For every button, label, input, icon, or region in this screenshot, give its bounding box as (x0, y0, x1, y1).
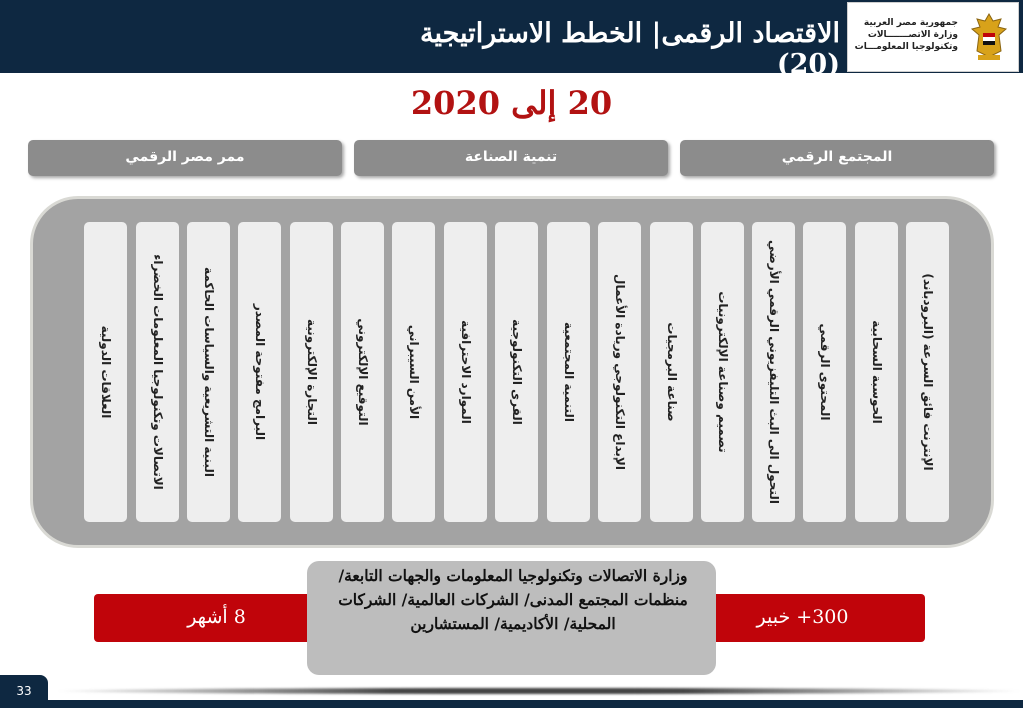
strategy-label: الأمن السيبراني (406, 324, 421, 420)
strategy-column (598, 222, 641, 522)
strategy-label: تصميم وصناعة الإلكترونيات (715, 291, 730, 453)
strategy-label: الحوسبة السحابية (869, 320, 884, 424)
duration-badge: 8 أشهر (94, 594, 339, 642)
strategy-column (290, 222, 333, 522)
experts-count-badge: 300+ خبير (680, 594, 925, 642)
strategy-column (547, 222, 590, 522)
strategy-label: العلاقات الدولية (98, 325, 113, 419)
eagle-emblem-icon (968, 11, 1010, 63)
strategy-column (906, 222, 949, 522)
strategy-label: صناعة البرمجيات (664, 322, 679, 422)
footer-bar (48, 700, 1023, 708)
strategy-label: الإبداع التكنولوجي وريادة الأعمال (612, 274, 627, 470)
strategy-label: التحول الى البث التليفزيوني الرقمي الأرضي (766, 240, 781, 504)
strategy-label: الموارد الاحترافية (458, 320, 473, 424)
strategy-label: الاتصالات وتكنولوجيا المعلومات الخضراء (150, 254, 165, 490)
strategy-label: التوقيع الإلكتروني (355, 318, 370, 426)
strategy-column (803, 222, 846, 522)
strategy-column (444, 222, 487, 522)
strategy-column (650, 222, 693, 522)
page-title: الاقتصاد الرقمى| الخطط الاستراتيجية (20) (419, 18, 840, 80)
logo-line-3: وتكنولوجيا المعلومـــات (854, 42, 958, 52)
strategy-column (187, 222, 230, 522)
strategy-label: البرامج مفتوحة المصدر (252, 303, 267, 441)
logo-line-2: وزارة الاتصـــــــالات (867, 30, 958, 40)
strategy-column (855, 222, 898, 522)
strategy-label: البنية التشريعية والسياسات الحاكمة (201, 267, 216, 477)
strategy-label: التنمية المجتمعية (561, 321, 576, 423)
strategy-column (238, 222, 281, 522)
category-digital-society: المجتمع الرقمي (680, 140, 994, 176)
strategy-column (84, 222, 127, 522)
logo-line-1: جمهورية مصر العربية (863, 18, 958, 28)
strategy-column (392, 222, 435, 522)
strategy-column (341, 222, 384, 522)
strategy-column (701, 222, 744, 522)
page-number: 33 (0, 675, 48, 708)
category-industry-development: تنمية الصناعة (354, 140, 668, 176)
strategy-label: الإنترنت فائق السرعة (البرودباند) (920, 273, 935, 471)
strategy-column (136, 222, 179, 522)
strategy-label: التجارة الإلكترونية (304, 319, 319, 425)
logo-text (855, 17, 958, 53)
strategy-column (495, 222, 538, 522)
strategy-label: القرى التكنولوجية (509, 319, 524, 425)
strategy-label: المحتوى الرقمي (817, 323, 832, 421)
strategy-column (752, 222, 795, 522)
footer-shadow-divider (55, 688, 1023, 694)
ministry-logo (847, 2, 1019, 72)
slide-subtitle: 20 إلى 2020 (410, 84, 613, 122)
category-digital-egypt-corridor: ممر مصر الرقمي (28, 140, 342, 176)
stakeholders-text: وزارة الاتصالات وتكنولوجيا المعلومات والجهات التابعة/ منظمات المجتمع المدنى/ الشركات العالمية/ الشركات المحلية/ الأكاديمية/ المستشارين (338, 566, 688, 633)
